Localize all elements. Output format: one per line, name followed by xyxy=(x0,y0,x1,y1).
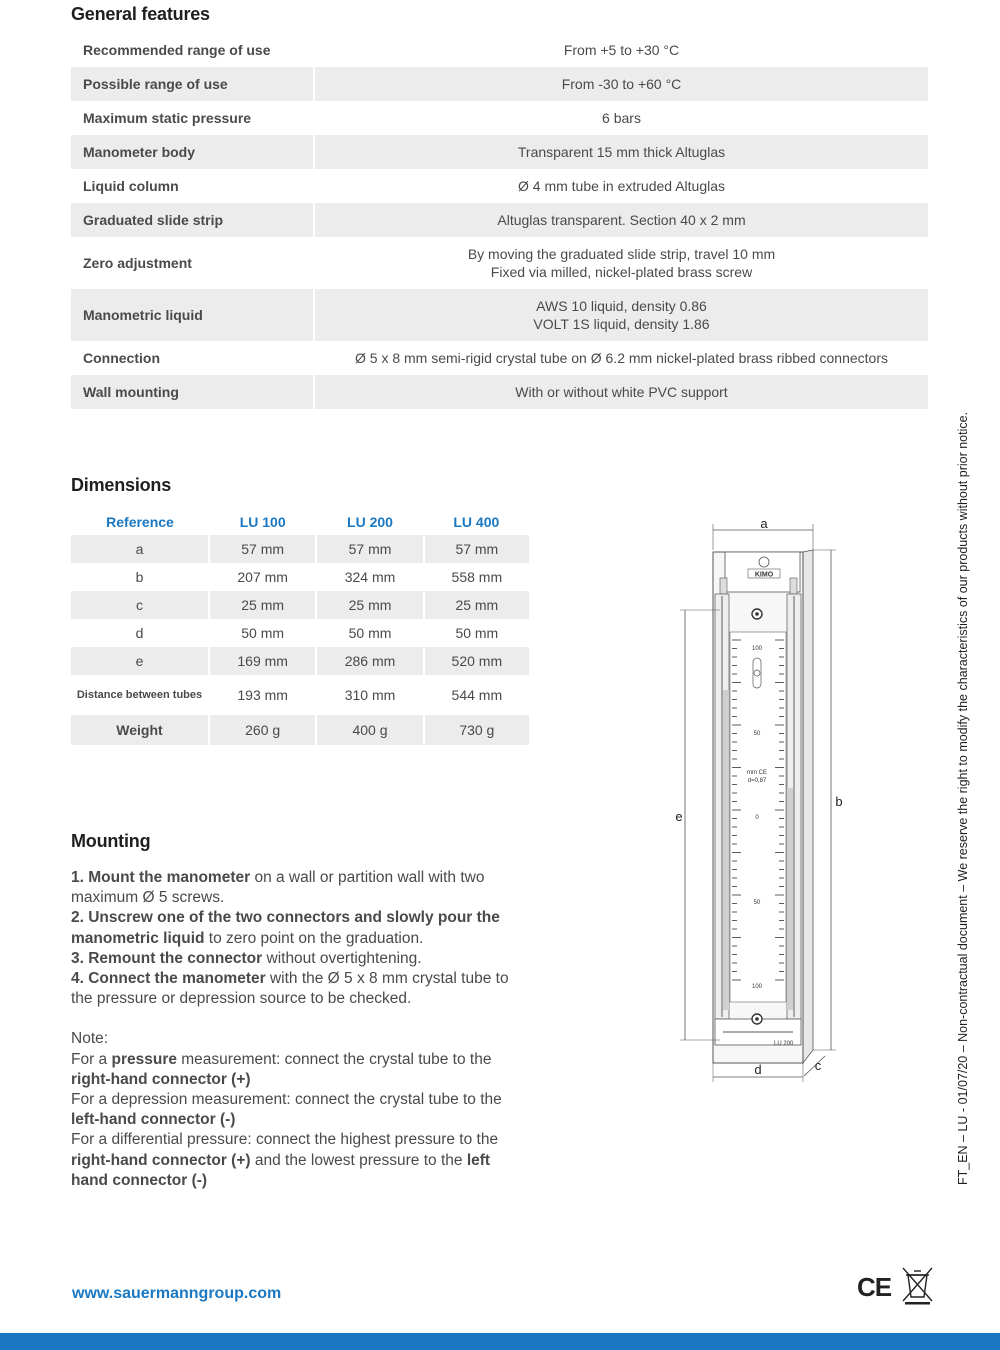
dimensions-cell: 520 mm xyxy=(424,647,529,675)
note-label: Note: xyxy=(71,1030,109,1048)
dimensions-row xyxy=(71,715,529,745)
dim-c-label: c xyxy=(814,1058,822,1073)
feature-label: Liquid column xyxy=(71,169,314,203)
mounting-step-1: 1. Mount the manometer on a wall or partition wall with two maximum Ø 5 screws. xyxy=(71,869,485,907)
feature-row xyxy=(71,289,928,341)
certification-marks xyxy=(855,1265,935,1305)
feature-value xyxy=(314,67,928,101)
general-features-title: General features xyxy=(71,4,210,24)
feature-label: Possible range of use xyxy=(71,67,314,101)
feature-value xyxy=(314,341,928,375)
feature-label: Wall mounting xyxy=(71,375,314,409)
feature-label: Zero adjustment xyxy=(71,237,314,289)
feature-row xyxy=(71,135,928,169)
dim-e-label: e xyxy=(675,809,683,824)
dimensions-header: LU 100 xyxy=(239,513,286,530)
scale-top-label: 100 xyxy=(751,646,763,652)
dimensions-row xyxy=(71,535,529,563)
left-connector-icon xyxy=(720,578,727,594)
dimensions-cell: 25 mm xyxy=(424,591,529,619)
dimensions-title: Dimensions xyxy=(71,475,172,495)
dimensions-cell: 400 g xyxy=(316,715,423,745)
footer-bar xyxy=(0,1333,1000,1350)
feature-row xyxy=(71,375,928,409)
feature-value-line: From +5 to +30 °C xyxy=(563,42,680,58)
dimensions-cell: 50 mm xyxy=(455,625,499,641)
feature-value xyxy=(314,237,928,289)
scale-unit-label: mm CE xyxy=(747,770,767,776)
dimensions-header: LU 200 xyxy=(347,513,393,530)
feature-value-line: VOLT 1S liquid, density 1.86 xyxy=(533,316,710,332)
right-connector-icon xyxy=(790,578,797,594)
note-depression: For a depression measurement: connect the crystal tube to the left-hand connector (-) xyxy=(71,1091,502,1129)
feature-value-line: Ø 5 x 8 mm semi-rigid crystal tube on Ø 6.2 mm nickel-plated brass ribbed connectors xyxy=(355,350,888,366)
feature-value-line: By moving the graduated slide strip, travel 10 mm xyxy=(467,246,776,262)
ce-mark-icon: CE xyxy=(857,1272,892,1302)
dimensions-row-label: a xyxy=(71,535,209,563)
website-link[interactable]: www.sauermanngroup.com xyxy=(72,1285,282,1302)
scale-bottom-label: 100 xyxy=(751,984,763,990)
dimensions-cell: 193 mm xyxy=(209,675,316,715)
mounting-step-4: 4. Connect the manometer with the Ø 5 x 8 mm crystal tube to the pressure or depression source to be checked. xyxy=(71,970,509,1008)
dimensions-cell: 169 mm xyxy=(209,647,316,675)
feature-label: Connection xyxy=(71,341,314,375)
scale-zero-label: 0 xyxy=(755,815,759,821)
feature-value-line: Altuglas transparent. Section 40 x 2 mm xyxy=(497,212,746,228)
feature-label: Manometer body xyxy=(71,135,314,169)
feature-value-line: Transparent 15 mm thick Altuglas xyxy=(517,144,726,160)
dimensions-row xyxy=(71,675,529,715)
dimensions-row-label: Weight xyxy=(71,715,209,745)
dimensions-header: LU 400 xyxy=(453,513,500,530)
dimensions-cell: 260 g xyxy=(209,715,316,745)
feature-value xyxy=(314,375,928,409)
feature-label: Maximum static pressure xyxy=(71,101,314,135)
feature-value xyxy=(314,33,928,67)
feature-value xyxy=(314,169,928,203)
dimensions-row-label: c xyxy=(71,591,209,619)
feature-value xyxy=(314,101,928,135)
dimensions-row xyxy=(71,591,529,619)
general-features-table xyxy=(71,33,928,409)
feature-row xyxy=(71,169,928,203)
dimensions-row-label: Distance between tubes xyxy=(71,675,209,715)
dimensions-row-label: b xyxy=(71,563,209,591)
dimensions-cell: 50 mm xyxy=(209,619,316,647)
dimensions-row xyxy=(71,563,529,591)
dimensions-cell: 207 mm xyxy=(209,563,316,591)
dimensions-cell: 57 mm xyxy=(316,535,423,563)
mounting-step-3: 3. Remount the connector without overtightening. xyxy=(71,949,422,967)
dimensions-cell: 558 mm xyxy=(451,569,503,585)
dimensions-cell: 324 mm xyxy=(316,563,423,591)
feature-value-line: Fixed via milled, nickel-plated brass screw xyxy=(490,264,753,280)
dimensions-cell: 57 mm xyxy=(209,535,316,563)
dimensions-cell: 25 mm xyxy=(316,591,423,619)
dimensions-cell: 25 mm xyxy=(209,591,316,619)
dimensions-cell: 730 g xyxy=(424,715,529,745)
feature-label: Manometric liquid xyxy=(71,289,314,341)
dimensions-row xyxy=(71,647,529,675)
dim-b-label: b xyxy=(835,794,843,809)
feature-value-line: With or without white PVC support xyxy=(515,384,728,400)
feature-row xyxy=(71,101,928,135)
feature-row xyxy=(71,341,928,375)
feature-row xyxy=(71,33,928,67)
feature-label: Recommended range of use xyxy=(71,33,314,67)
weee-bin-icon xyxy=(903,1268,932,1305)
dim-d-label: d xyxy=(754,1062,762,1077)
feature-value-line: Ø 4 mm tube in extruded Altuglas xyxy=(518,178,725,194)
feature-value-line: AWS 10 liquid, density 0.86 xyxy=(536,298,707,314)
dimensions-cell: 310 mm xyxy=(316,675,423,715)
dimensions-cell: 544 mm xyxy=(451,687,503,703)
feature-row xyxy=(71,67,928,101)
note-pressure: For a pressure measurement: connect the crystal tube to the right-hand connector (+) xyxy=(71,1050,492,1088)
feature-value-line: From -30 to +60 °C xyxy=(561,76,682,92)
scale-50b-label: 50 xyxy=(753,900,761,906)
dimensions-table xyxy=(71,508,529,745)
scale-50a-label: 50 xyxy=(753,731,761,737)
feature-value xyxy=(314,135,928,169)
mounting-title: Mounting xyxy=(71,831,151,851)
manometer-diagram xyxy=(668,510,858,1085)
feature-value xyxy=(314,203,928,237)
feature-row xyxy=(71,203,928,237)
mounting-step-2: 2. Unscrew one of the two connectors and slowly pour the manometric liquid to zero point on the graduation. xyxy=(71,909,500,947)
dim-a-label: a xyxy=(760,516,768,531)
legal-side-note: FT_EN – LU - 01/07/20 – Non-contractual document – We reserve the right to modify the characteristics of our products without prior notice. xyxy=(956,411,970,1185)
dimensions-row-label: e xyxy=(71,647,209,675)
model-label: LU 200 xyxy=(774,1041,794,1047)
mounting-instructions xyxy=(71,868,521,1191)
feature-label: Graduated slide strip xyxy=(71,203,314,237)
dimensions-row-label: d xyxy=(71,619,209,647)
dimensions-cell: 57 mm xyxy=(424,535,529,563)
feature-value-line: 6 bars xyxy=(602,110,641,126)
note-differential: For a differential pressure: connect the highest pressure to the right-hand connector (+) and the lowest pressure to the left hand connector (-) xyxy=(71,1131,499,1189)
dimensions-row xyxy=(71,619,529,647)
dimensions-header: Reference xyxy=(106,513,174,530)
dimensions-cell: 50 mm xyxy=(316,619,423,647)
scale-density-label: d=0,87 xyxy=(747,778,767,784)
dimensions-cell: 286 mm xyxy=(316,647,423,675)
feature-value xyxy=(314,289,928,341)
feature-row xyxy=(71,237,928,289)
brand-label: KIMO xyxy=(754,571,774,579)
